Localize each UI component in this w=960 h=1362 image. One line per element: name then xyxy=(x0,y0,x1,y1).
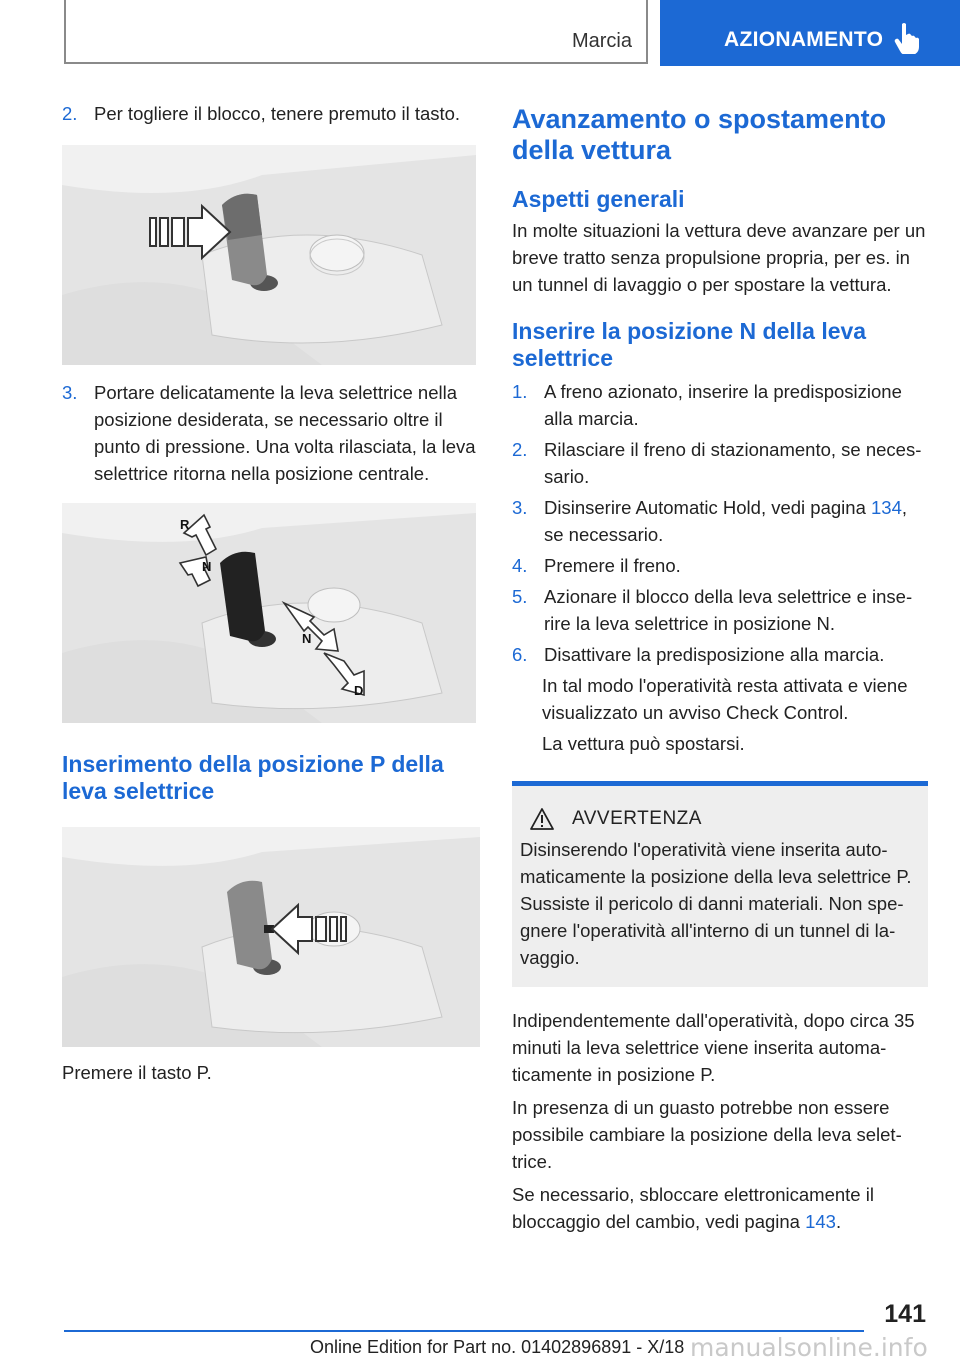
after-steps-result: La vettura può spostarsi. xyxy=(542,733,745,754)
step-text-after: , se necessario. xyxy=(544,497,908,545)
step-number: 2. xyxy=(512,439,528,460)
right-column xyxy=(512,100,928,1235)
figure-p-button-drawing xyxy=(62,827,480,1047)
step-number: 4. xyxy=(512,555,528,576)
step-text: Per togliere il blocco, tenere premuto il tasto. xyxy=(94,103,461,124)
section-heading-n-position: Inserire la posizione N della leva selettrice xyxy=(512,318,867,371)
header-chapter-title: AZIONAMENTO xyxy=(724,28,884,51)
step-number: 3. xyxy=(512,497,528,518)
label-r: R xyxy=(180,517,190,532)
header-section-box xyxy=(64,0,648,64)
step-text: Rilasciare il freno di stazionamento, se necessario. xyxy=(544,439,922,487)
paragraph-unlock-text: Se necessario, sbloccare elettronicamente il bloccaggio del cambio, vedi pagina xyxy=(512,1184,874,1232)
section-heading-general: Aspetti generali xyxy=(512,186,685,212)
step-number: 2. xyxy=(62,103,78,124)
step-text: Premere il freno. xyxy=(544,555,681,576)
caption-press-p: Premere il tasto P. xyxy=(62,1062,212,1083)
after-steps-text: In tal modo l'operatività resta attivata e viene visualizzato un avviso Check Control. xyxy=(542,675,908,723)
page-number: 141 xyxy=(884,1300,926,1328)
section-heading-p-position: Inserimento della posizione P della leva selettrice xyxy=(62,751,444,804)
step-number: 6. xyxy=(512,644,528,665)
step-text-before: Disinserire Automatic Hold, vedi pagina xyxy=(544,497,871,518)
left-column xyxy=(62,100,480,1086)
step-number: 5. xyxy=(512,586,528,607)
figure-lever-button-drawing xyxy=(62,145,476,365)
label-n-lower: N xyxy=(302,631,312,646)
steps-list xyxy=(512,378,928,757)
label-d: D xyxy=(354,683,364,698)
page-link-143[interactable]: 143 xyxy=(805,1211,836,1232)
footer-divider xyxy=(64,1330,864,1332)
watermark: manualsonline.info xyxy=(690,1333,928,1362)
warning-box xyxy=(512,781,928,987)
paragraph-fault: In presenza di un guasto potrebbe non essere possibile cambiare la posizione della leva selettrice. xyxy=(512,1097,902,1172)
paragraph-unlock xyxy=(512,1181,928,1235)
list-item xyxy=(512,583,928,637)
figure-lever-button xyxy=(62,145,476,365)
warning-triangle-icon xyxy=(530,808,554,830)
step-number: 1. xyxy=(512,381,528,402)
warning-title: AVVERTENZA xyxy=(572,808,702,829)
warning-title-row xyxy=(520,808,918,830)
list-item xyxy=(512,494,928,548)
figure-lever-positions-drawing xyxy=(62,503,476,723)
header-section-title: Marcia xyxy=(571,30,632,52)
step-text: A freno azionato, inserire la predisposizione alla marcia. xyxy=(544,381,902,429)
list-item xyxy=(512,378,928,432)
label-n-upper: N xyxy=(202,559,212,574)
step-text xyxy=(544,494,928,548)
step-text: Portare delicatamente la leva selettrice nella posizione desiderata, se necessario oltre il punto di pressione. Una volta rilasciata, la leva selettrice ritorna nella posizione centrale. xyxy=(94,382,476,484)
list-item xyxy=(512,641,928,668)
general-text: In molte situazioni la vettura deve avanzare per un breve tratto senza propulsione propria, per es. in un tunnel di lavaggio o per spostare la vettura. xyxy=(512,220,926,295)
figure-lever-positions xyxy=(62,503,476,723)
footer-edition: Online Edition for Part no. 01402896891 - X/18 xyxy=(310,1337,685,1357)
list-item xyxy=(512,436,928,490)
list-item xyxy=(512,552,928,579)
pointing-hand-icon xyxy=(894,22,922,54)
page-title: Avanzamento o spostamento della vettura xyxy=(512,104,887,165)
warning-text: Disinserendo l'operatività viene inserita automaticamente la posizione della leva selettrice P. Sussiste il pericolo di danni materiali. Non spegnere l'operatività all'interno di un tunnel di lavaggio. xyxy=(520,839,912,968)
step-3 xyxy=(62,379,480,487)
step-2 xyxy=(62,100,480,127)
step-number: 3. xyxy=(62,382,78,403)
step-text: Disattivare la predisposizione alla marcia. xyxy=(544,644,885,665)
page-link-134[interactable]: 134 xyxy=(871,497,902,518)
paragraph-unlock-end: . xyxy=(835,1211,842,1232)
step-text: Azionare il blocco della leva selettrice e inserire la leva selettrice in posizione N. xyxy=(544,586,913,634)
header-chapter-tab xyxy=(660,0,960,66)
paragraph-auto-p: Indipendentemente dall'operatività, dopo circa 35 minuti la leva selettrice viene inserita automaticamente in posizione P. xyxy=(512,1010,915,1085)
figure-p-button xyxy=(62,827,480,1047)
